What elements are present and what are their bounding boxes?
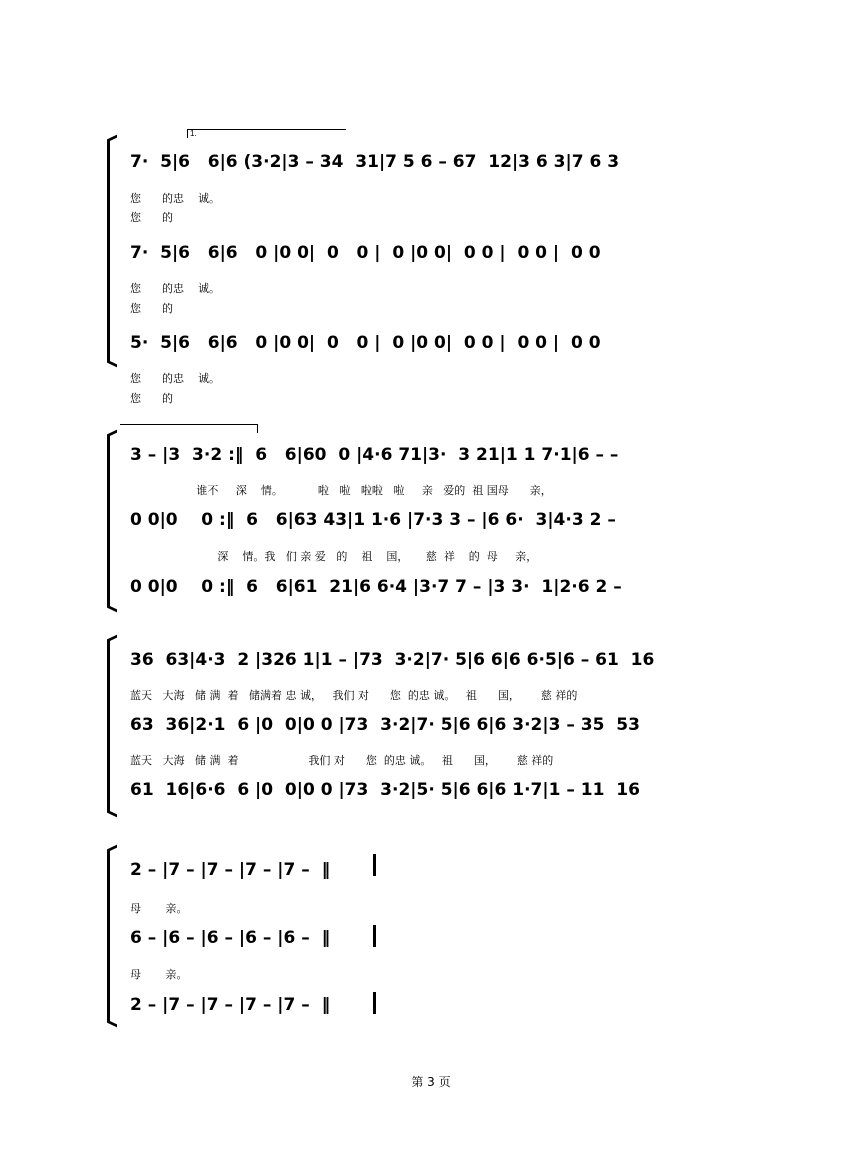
part-1-lyric-line-1: 蓝天 大海 储 满 着 储满着 忠 诚， 我们 对 您 的忠 诚。 祖 国， 慈 祥的: [130, 689, 578, 702]
part-1-notes: 3 – |3 3·2 :‖ 6 6|60 0 |4·6 71|3· 3 21|1 1 7·1|6 – –: [130, 445, 619, 465]
part-1-notes: 36 63|4·3 2 |326 1|1 – |73 3·2|7· 5|6 6|6 6·5|6 – 61 16: [130, 650, 655, 670]
part-1-lyric-line-1: 母 亲。: [130, 902, 188, 915]
part-2-notes: 63 36|2·1 6 |0 0|0 0 |73 3·2|7· 5|6 6|6 3·2|3 – 35 53: [130, 715, 640, 735]
part-3-notes: 0 0|0 0 :‖ 6 6|61 21|6 6·4 |3·7 7 – |3 3· 1|2·6 2 –: [130, 577, 622, 597]
final-barline: [373, 925, 376, 947]
system-3: [0, 630, 862, 820]
system-1: [0, 120, 862, 405]
part-3-lyric-line-2: 您 的: [130, 392, 173, 405]
part-2-lyric-line-1: 您 的忠 诚。: [130, 282, 220, 295]
system-bracket: [107, 850, 118, 1022]
part-1-lyric-line-1: 谁不 深 情。 啦 啦 啦啦 啦 亲 爱的 祖 国母 亲，: [130, 484, 552, 497]
part-2-notes: 0 0|0 0 :‖ 6 6|63 43|1 1·6 |7·3 3 – |6 6· 3|4·3 2 –: [130, 510, 616, 530]
part-3-notes: 2 – |7 – |7 – |7 – |7 – ‖: [130, 995, 331, 1015]
system-bracket: [107, 140, 118, 362]
part-2-lyric-line-1: 深 情。我 们 亲 爱 的 祖 国， 慈 祥 的 母 亲，: [130, 550, 538, 563]
system-4: [0, 840, 862, 1030]
system-bracket: [107, 435, 118, 607]
system-bracket: [107, 640, 118, 812]
final-barline: [373, 854, 376, 876]
part-3-notes: 5· 5|6 6|6 0 |0 0| 0 0 | 0 |0 0| 0 0 | 0 0 | 0 0: [130, 333, 601, 353]
first-ending-label: 1.: [190, 129, 197, 138]
part-3-lyric-line-1: 您 的忠 诚。: [130, 372, 220, 385]
final-barline: [373, 992, 376, 1014]
first-ending-bracket: [187, 129, 346, 138]
part-2-lyric-line-2: 您 的: [130, 302, 173, 315]
part-3-notes: 61 16|6·6 6 |0 0|0 0 |73 3·2|5· 5|6 6|6 1·7|1 – 11 16: [130, 780, 640, 800]
page-number: 第 3 页: [411, 1075, 451, 1089]
part-1-lyric-line-2: 您 的: [130, 211, 173, 224]
part-2-notes: 7· 5|6 6|6 0 |0 0| 0 0 | 0 |0 0| 0 0 | 0 0 | 0 0: [130, 243, 601, 263]
part-2-lyric-line-1: 母 亲。: [130, 968, 188, 981]
system-2: [0, 420, 862, 620]
part-1-notes: 2 – |7 – |7 – |7 – |7 – ‖: [130, 860, 331, 880]
repeat-ending-bracket: [120, 424, 258, 433]
part-1-lyric-line-1: 您 的忠 诚。: [130, 192, 220, 205]
part-2-notes: 6 – |6 – |6 – |6 – |6 – ‖: [130, 928, 331, 948]
part-1-notes: 7· 5|6 6|6 (3·2|3 – 34 31|7 5 6 – 67 12|3 6 3|7 6 3: [130, 152, 620, 172]
part-2-lyric-line-1: 蓝天 大海 储 满 着 我们 对 您 的忠 诚。 祖 国， 慈 祥的: [130, 754, 554, 767]
